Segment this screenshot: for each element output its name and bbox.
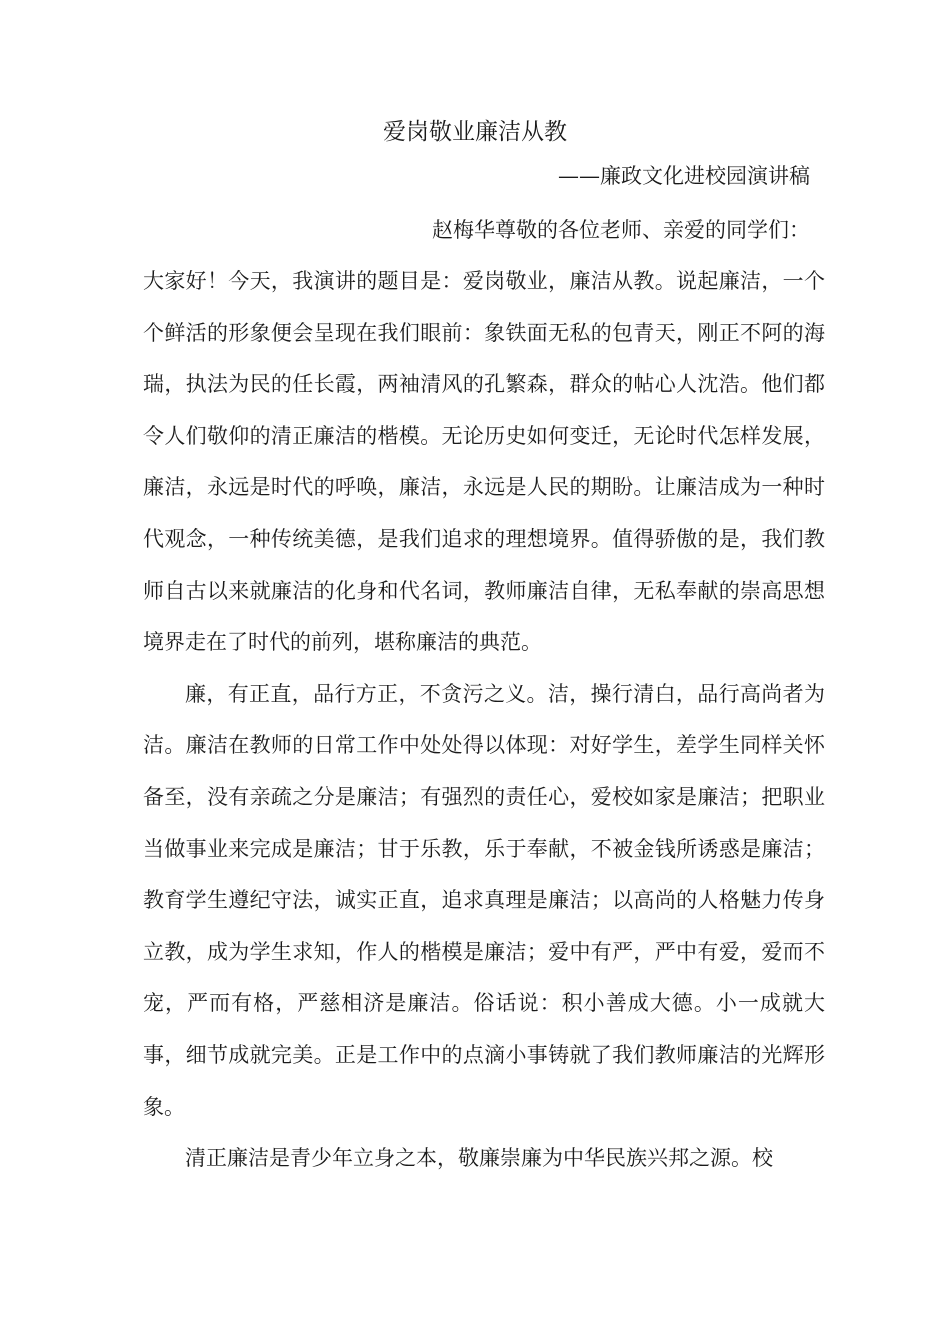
- document-title: 爱岗敬业廉洁从教: [383, 119, 567, 145]
- paragraph-opening: 大家好！今天，我演讲的题目是：爱岗敬业，廉洁从教。说起廉洁，一个个鲜活的形象便会呈现在我们眼前：象铁面无私的包青天，刚正不阿的海瑞，执法为民的任长霞，两袖清风的孔繁森，群众的帖心人沈浩。他们都令人们敬仰的清正廉洁的楷模。无论历史如何变迁，无论时代怎样发展，廉洁，永远是时代的呼唤，廉洁，永远是人民的期盼。让廉洁成为一种时代观念，一种传统美德，是我们追求的理想境界。值得骄傲的是，我们教师自古以来就廉洁的化身和代名词，教师廉洁自律，无私奉献的崇高思想境界走在了时代的前列，堪称廉洁的典范。: [143, 269, 825, 655]
- paragraph-definition: 廉，有正直，品行方正，不贪污之义。洁，操行清白，品行高尚者为洁。廉洁在教师的日常工作中处处得以体现：对好学生，差学生同样关怀备至，没有亲疏之分是廉洁；有强烈的责任心，爱校如家是廉洁；把职业当做事业来完成是廉洁；甘于乐教，乐于奉献，不被金钱所诱惑是廉洁；教育学生遵纪守法，诚实正直，追求真理是廉洁；以高尚的人格魅力传身立教，成为学生求知，作人的楷模是廉洁；爱中有严，严中有爱，爱而不宠，严而有格，严慈相济是廉洁。俗话说：积小善成大德。小一成就大事，细节成就完美。正是工作中的点滴小事铸就了我们教师廉洁的光辉形象。: [143, 681, 825, 1119]
- speech-body: [143, 256, 825, 1185]
- document-subtitle: ——廉政文化进校园演讲稿: [558, 164, 810, 188]
- paragraph-continuation: 清正廉洁是青少年立身之本，敬廉崇廉为中华民族兴邦之源。校: [185, 1146, 773, 1171]
- salutation-line: 赵梅华尊敬的各位老师、亲爱的同学们：: [432, 218, 810, 242]
